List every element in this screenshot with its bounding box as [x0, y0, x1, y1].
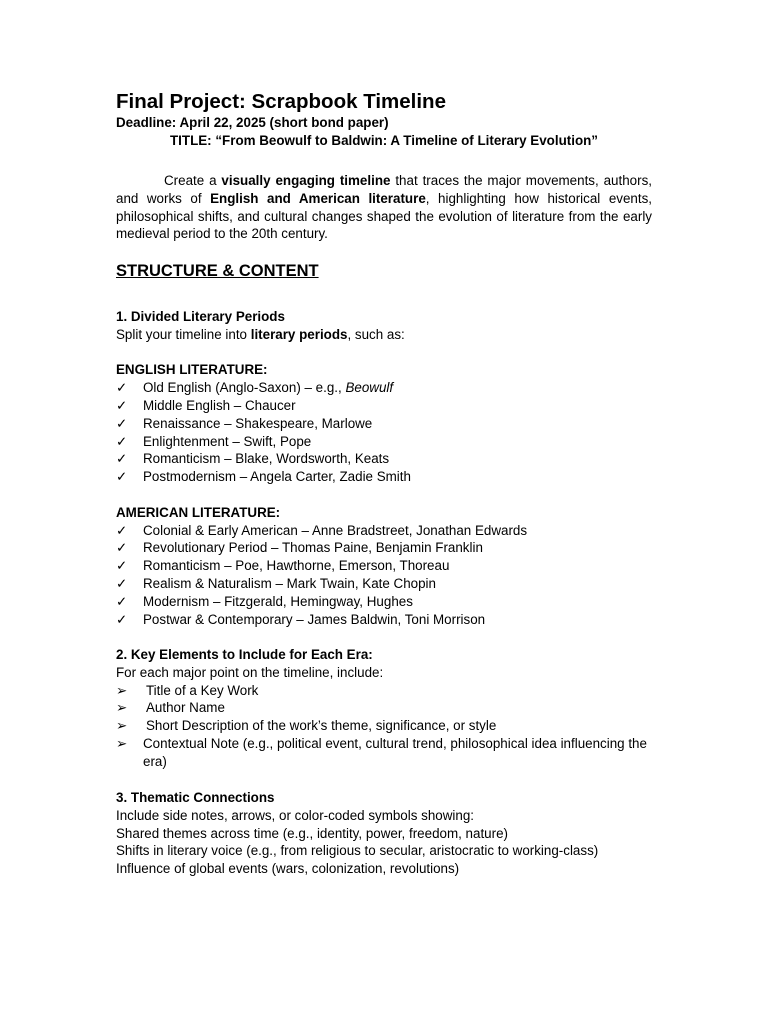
list-item: ➢ Title of a Key Work [116, 682, 259, 698]
list-item: ✓ Renaissance – Shakespeare, Marlowe [116, 415, 373, 431]
check-icon: ✓ [116, 380, 128, 396]
section-2-intro: For each major point on the timeline, include: [116, 664, 384, 680]
american-periods-list [116, 522, 652, 629]
intro-emphasis-1: visually engaging timeline [221, 173, 391, 188]
section-1-heading: 1. Divided Literary Periods [116, 309, 285, 324]
arrowhead-icon: ➢ [116, 718, 128, 734]
check-icon: ✓ [116, 575, 128, 591]
page-title: Final Project: Scrapbook Timeline [116, 90, 446, 113]
check-icon: ✓ [116, 611, 128, 627]
section-3 [116, 789, 652, 878]
header-block [116, 90, 652, 150]
english-periods-list [116, 379, 652, 486]
american-literature-heading: AMERICAN LITERATURE: [116, 504, 281, 520]
section-1 [116, 308, 652, 628]
section-3-line: Shared themes across time (e.g., identity, power, freedom, nature) [116, 825, 508, 841]
list-item: ✓ Revolutionary Period – Thomas Paine, Benjamin Franklin [116, 540, 483, 556]
list-item: ✓ Old English (Anglo-Saxon) – e.g., Beowulf [116, 380, 394, 396]
section-2-heading: 2. Key Elements to Include for Each Era: [116, 647, 373, 662]
list-item: ✓ Realism & Naturalism – Mark Twain, Kate Chopin [116, 575, 436, 591]
check-icon: ✓ [116, 451, 128, 467]
section-3-heading: 3. Thematic Connections [116, 790, 275, 805]
list-item: ➢ Contextual Note (e.g., political event, cultural trend, philosophical idea influencing the era) [116, 735, 647, 769]
italic-work-title: Beowulf [345, 380, 394, 396]
deadline: Deadline: April 22, 2025 (short bond paper) [116, 115, 389, 130]
arrowhead-icon: ➢ [116, 682, 128, 698]
section-1-intro: Split your timeline into literary periods, such as: [116, 326, 405, 342]
check-icon: ✓ [116, 469, 128, 485]
intro-text-2: that traces the major movements, authors, and works of [116, 173, 652, 206]
check-icon: ✓ [116, 540, 128, 556]
check-icon: ✓ [116, 593, 128, 609]
english-literature-heading: ENGLISH LITERATURE: [116, 362, 268, 378]
section-heading: STRUCTURE & CONTENT [116, 262, 319, 280]
document-title: TITLE: “From Beowulf to Baldwin: A Timeline of Literary Evolution” [169, 132, 599, 148]
list-item: ➢ Short Description of the work’s theme, significance, or style [116, 718, 497, 734]
check-icon: ✓ [116, 522, 128, 538]
intro-text-3: , highlighting how historical events, philosophical shifts, and cultural changes shaped the evolution of literature from the early medieval period to the 20th century. [116, 190, 652, 242]
section-3-line: Include side notes, arrows, or color-coded symbols showing: [116, 807, 474, 823]
list-item: ✓ Enlightenment – Swift, Pope [116, 433, 312, 449]
list-item: ✓ Postmodernism – Angela Carter, Zadie Smith [116, 469, 411, 485]
list-item: ✓ Romanticism – Blake, Wordsworth, Keats [116, 451, 390, 467]
list-item: ✓ Romanticism – Poe, Hawthorne, Emerson, Thoreau [116, 558, 450, 574]
section-3-line: Influence of global events (wars, colonization, revolutions) [116, 861, 460, 877]
section-3-line: Shifts in literary voice (e.g., from religious to secular, aristocratic to working-class) [116, 843, 599, 859]
section-2 [116, 646, 652, 771]
check-icon: ✓ [116, 558, 128, 574]
arrowhead-icon: ➢ [116, 735, 128, 751]
intro-paragraph [116, 172, 652, 243]
key-elements-list [116, 682, 652, 771]
check-icon: ✓ [116, 433, 128, 449]
list-item: ✓ Modernism – Fitzgerald, Hemingway, Hughes [116, 593, 413, 609]
structure-section [116, 261, 652, 281]
list-item: ➢ Author Name [116, 700, 225, 716]
intro-emphasis-2: English and American literature [210, 190, 426, 206]
arrowhead-icon: ➢ [116, 700, 128, 716]
check-icon: ✓ [116, 397, 128, 413]
check-icon: ✓ [116, 415, 128, 431]
list-item: ✓ Postwar & Contemporary – James Baldwin, Toni Morrison [116, 611, 486, 627]
list-item: ✓ Colonial & Early American – Anne Bradstreet, Jonathan Edwards [116, 522, 528, 538]
intro-text-1: Create a [164, 173, 222, 188]
list-item: ✓ Middle English – Chaucer [116, 397, 296, 413]
